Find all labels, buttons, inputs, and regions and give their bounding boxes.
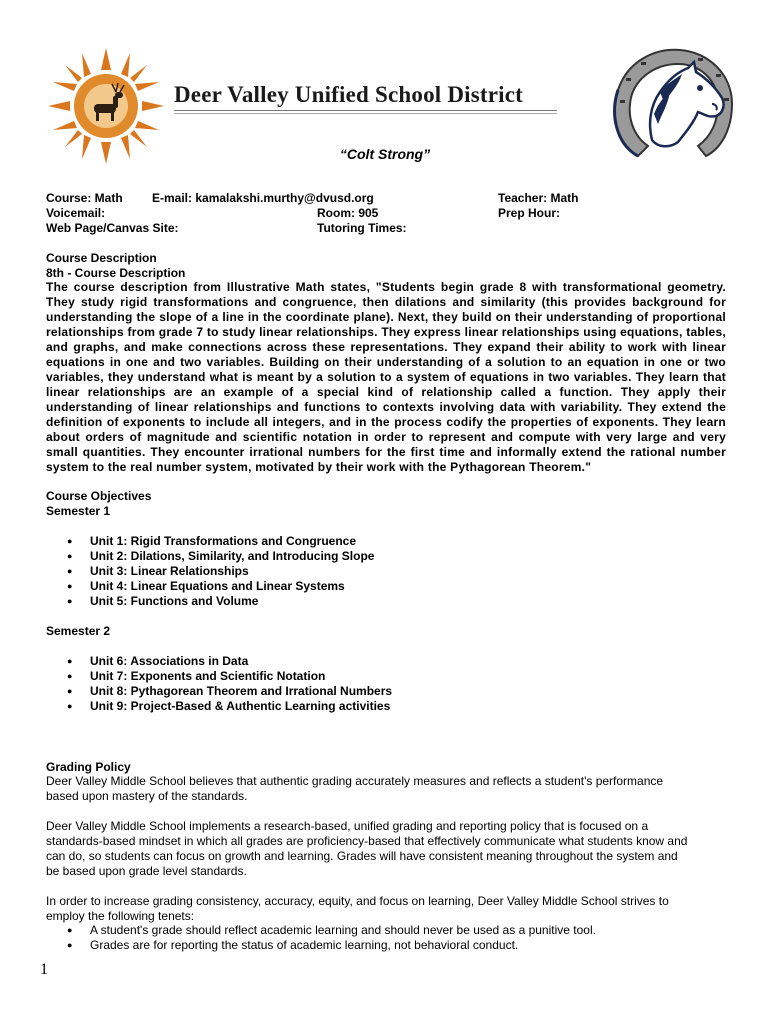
list-item: ● Grades are for reporting the status of academic learning, not behavioral conduct. <box>46 938 596 953</box>
text-line: Deer Valley Middle School implements a research-based, unified grading and reporting policy that is focused on a <box>46 819 649 833</box>
motto: “Colt Strong” <box>339 146 431 162</box>
voicemail-field: Voicemail: <box>46 206 106 220</box>
text-line: In order to increase grading consistency, accuracy, equity, and focus on learning, Deer Valley Middle School strives to <box>46 894 669 908</box>
list-item: ● Unit 6: Associations in Data <box>46 654 392 669</box>
tutoring-field: Tutoring Times: <box>317 221 407 235</box>
grading-policy-heading: Grading Policy <box>46 760 131 774</box>
webpage-field: Web Page/Canvas Site: <box>46 221 179 235</box>
district-name: Deer Valley Unified School District <box>174 82 523 107</box>
semester-2-unit-list <box>46 654 392 714</box>
text-line: based upon mastery of the standards. <box>46 789 248 803</box>
text-line: standards-based mindset in which all grades are proficiency-based that effectively communicate what students know and <box>46 834 688 848</box>
text-line: employ the following tenets: <box>46 909 195 923</box>
list-item: ● Unit 3: Linear Relationships <box>46 564 374 579</box>
text-line: be based upon grade level standards. <box>46 864 247 878</box>
list-item: ● A student's grade should reflect academic learning and should never be used as a punitive tool. <box>46 923 596 938</box>
header-rule <box>174 110 557 111</box>
header-rule-secondary <box>174 113 557 114</box>
text-line: Deer Valley Middle School believes that authentic grading accurately measures and reflects a student's performance <box>46 774 664 788</box>
grading-paragraph-3 <box>46 894 736 924</box>
room-field: Room: 905 <box>317 206 379 220</box>
text-line: can do, so students can focus on growth and learning. Grades will have consistent meaning throughout the system and <box>46 849 678 863</box>
objectives-heading: Course Objectives <box>46 489 152 503</box>
list-item: ● Unit 7: Exponents and Scientific Notation <box>46 669 392 684</box>
list-item: ● Unit 8: Pythagorean Theorem and Irrational Numbers <box>46 684 392 699</box>
grading-paragraph-1 <box>46 774 736 804</box>
course-description-subheading: 8th - Course Description <box>46 266 186 280</box>
grading-tenets-list <box>46 923 596 953</box>
course-description-body: The course description from Illustrative Math states, "Students begin grade 8 with transformational geometry. They study rigid transformations and congruence, then dilations and similarity (this provides background for understanding the slope of a line in the coordinate plane). Next, they build on their understanding of proportional relationships from grade 7 to study linear relationships. They express linear relationships using equations, tables, and graphs, and make connections across these representations. They expand their ability to work with linear equations in one and two variables. Building on their understanding of a solution to an equation in one or two variables, they understand what is meant by a solution to a system of equations in two variables. They learn that linear relationships are an example of a special kind of relationship called a function. They apply their understanding of linear relationships and functions to contexts involving data with variability. They extend the definition of exponents to include all integers, and in the process codify the properties of exponents. They learn about orders of magnitude and scientific notation in order to represent and compute with very large and very small quantities. They encounter irrational numbers for the first time and informally extend the rational number system to the real number system, motivated by their work with the Pythagorean Theorem." <box>46 280 726 474</box>
course-field: Course: Math <box>46 191 123 205</box>
semester-1-unit-list <box>46 534 374 609</box>
prep-hour-field: Prep Hour: <box>498 206 561 220</box>
list-item: ● Unit 9: Project-Based & Authentic Learning activities <box>46 699 392 714</box>
list-item: ● Unit 2: Dilations, Similarity, and Introducing Slope <box>46 549 374 564</box>
list-item: ● Unit 1: Rigid Transformations and Congruence <box>46 534 374 549</box>
semester-1-label: Semester 1 <box>46 504 111 518</box>
teacher-field: Teacher: Math <box>498 191 579 205</box>
email-field: E-mail: kamalakshi.murthy@dvusd.org <box>152 191 374 205</box>
list-item: ● Unit 4: Linear Equations and Linear Systems <box>46 579 374 594</box>
page-number: 1 <box>40 961 48 978</box>
course-description-heading: Course Description <box>46 251 157 265</box>
list-item: ● Unit 5: Functions and Volume <box>46 594 374 609</box>
semester-2-label: Semester 2 <box>46 624 111 638</box>
grading-paragraph-2 <box>46 819 736 879</box>
